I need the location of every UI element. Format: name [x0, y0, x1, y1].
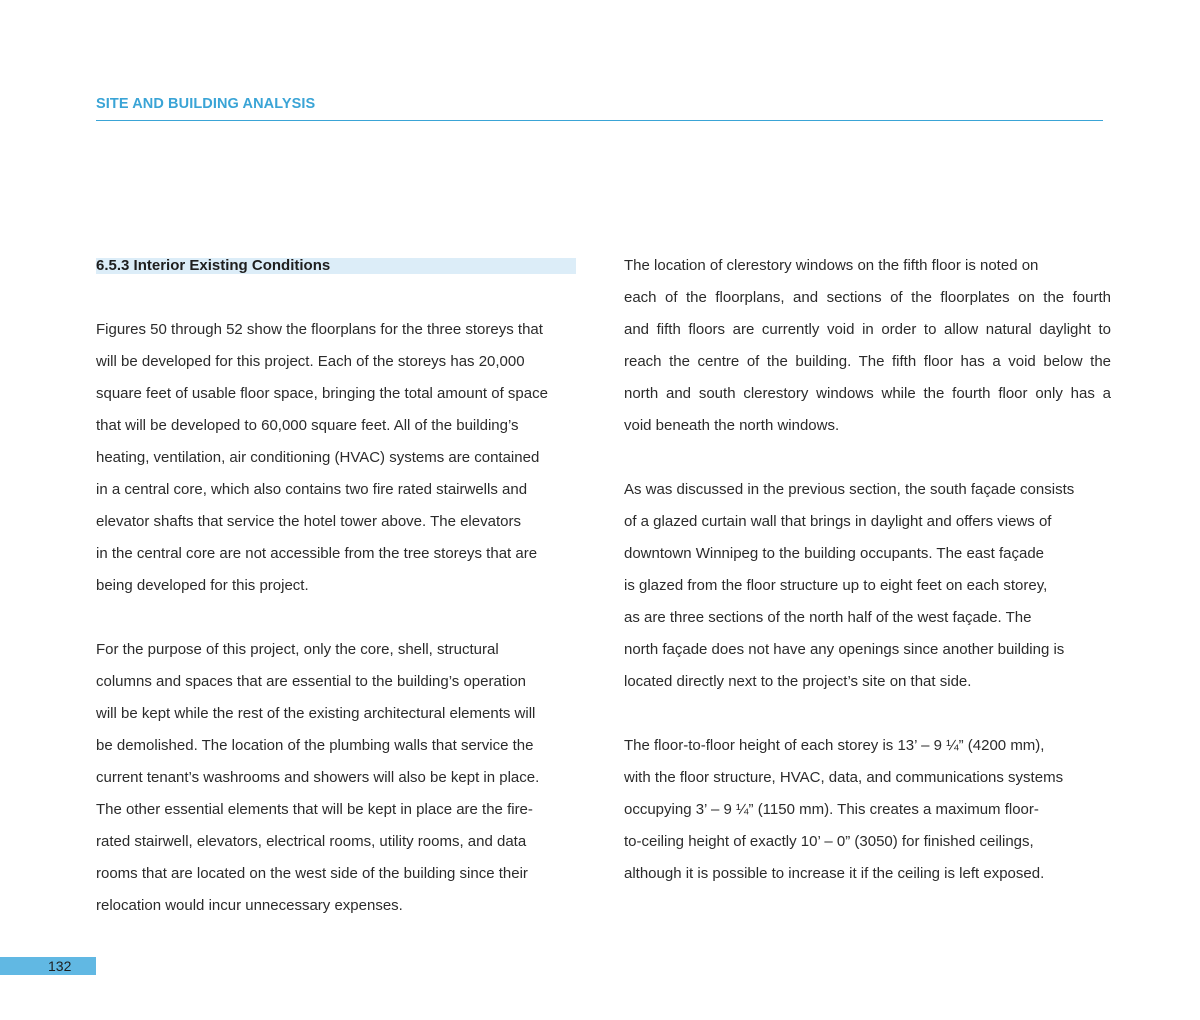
text-line: The location of clerestory windows on the fifth floor is noted on [624, 257, 1039, 274]
paragraph-spacer [96, 602, 576, 634]
text-line: is glazed from the floor structure up to eight feet on each storey, [624, 577, 1048, 594]
right-paragraph-2 [624, 474, 1111, 698]
text-line: and fifth floors are currently void in order to allow natural daylight to [624, 321, 1111, 338]
text-line: As was discussed in the previous section, the south façade consists [624, 481, 1075, 498]
text-line: square feet of usable floor space, bringing the total amount of space [96, 385, 548, 402]
text-line: rated stairwell, elevators, electrical rooms, utility rooms, and data [96, 833, 527, 850]
text-line: relocation would incur unnecessary expenses. [96, 897, 403, 914]
left-text-column [96, 250, 576, 922]
text-line: each of the floorplans, and sections of the floorplates on the fourth [624, 289, 1111, 306]
text-line: The other essential elements that will be kept in place are the fire- [96, 801, 533, 818]
paragraph-spacer [624, 698, 1111, 730]
text-line: north façade does not have any openings since another building is [624, 641, 1065, 658]
text-line: current tenant’s washrooms and showers will also be kept in place. [96, 769, 540, 786]
text-line: that will be developed to 60,000 square feet. All of the building’s [96, 417, 519, 434]
text-line: although it is possible to increase it if the ceiling is left exposed. [624, 865, 1045, 882]
text-line: in the central core are not accessible from the tree storeys that are [96, 545, 538, 562]
text-line: Figures 50 through 52 show the floorplans for the three storeys that [96, 321, 543, 338]
text-line: rooms that are located on the west side of the building since their [96, 865, 528, 882]
text-line: of a glazed curtain wall that brings in daylight and offers views of [624, 513, 1052, 530]
text-line: with the floor structure, HVAC, data, and communications systems [624, 769, 1064, 786]
text-line: north and south clerestory windows while the fourth floor only has a [624, 385, 1111, 402]
right-text-column [624, 250, 1111, 890]
text-line: located directly next to the project’s site on that side. [624, 673, 972, 690]
left-paragraph-2 [96, 634, 576, 922]
text-line: be demolished. The location of the plumbing walls that service the [96, 737, 534, 754]
text-line: heating, ventilation, air conditioning (HVAC) systems are contained [96, 449, 540, 466]
text-line: downtown Winnipeg to the building occupants. The east façade [624, 545, 1044, 562]
header-divider [96, 120, 1103, 121]
right-paragraph-3 [624, 730, 1111, 890]
text-line: to-ceiling height of exactly 10’ – 0” (3050) for finished ceilings, [624, 833, 1034, 850]
right-paragraph-1 [624, 250, 1111, 442]
text-line: as are three sections of the north half of the west façade. The [624, 609, 1032, 626]
text-line: reach the centre of the building. The fifth floor has a void below the [624, 353, 1111, 370]
left-paragraph-1 [96, 314, 576, 602]
text-line: void beneath the north windows. [624, 417, 840, 434]
paragraph-spacer [624, 442, 1111, 474]
text-line: being developed for this project. [96, 577, 309, 594]
section-header-title: SITE AND BUILDING ANALYSIS [96, 96, 316, 112]
text-line: will be developed for this project. Each of the storeys has 20,000 [96, 353, 525, 370]
text-line: occupying 3’ – 9 ¼” (1150 mm). This creates a maximum floor- [624, 801, 1039, 818]
text-line: in a central core, which also contains two fire rated stairwells and [96, 481, 528, 498]
text-line: elevator shafts that service the hotel tower above. The elevators [96, 513, 521, 530]
text-line: columns and spaces that are essential to the building’s operation [96, 673, 526, 690]
subsection-heading: 6.5.3 Interior Existing Conditions [96, 258, 576, 274]
text-line: The floor-to-floor height of each storey is 13’ – 9 ¼” (4200 mm), [624, 737, 1045, 754]
page-number: 132 [48, 958, 72, 974]
text-line: For the purpose of this project, only the core, shell, structural [96, 641, 499, 658]
text-line: will be kept while the rest of the existing architectural elements will [96, 705, 536, 722]
